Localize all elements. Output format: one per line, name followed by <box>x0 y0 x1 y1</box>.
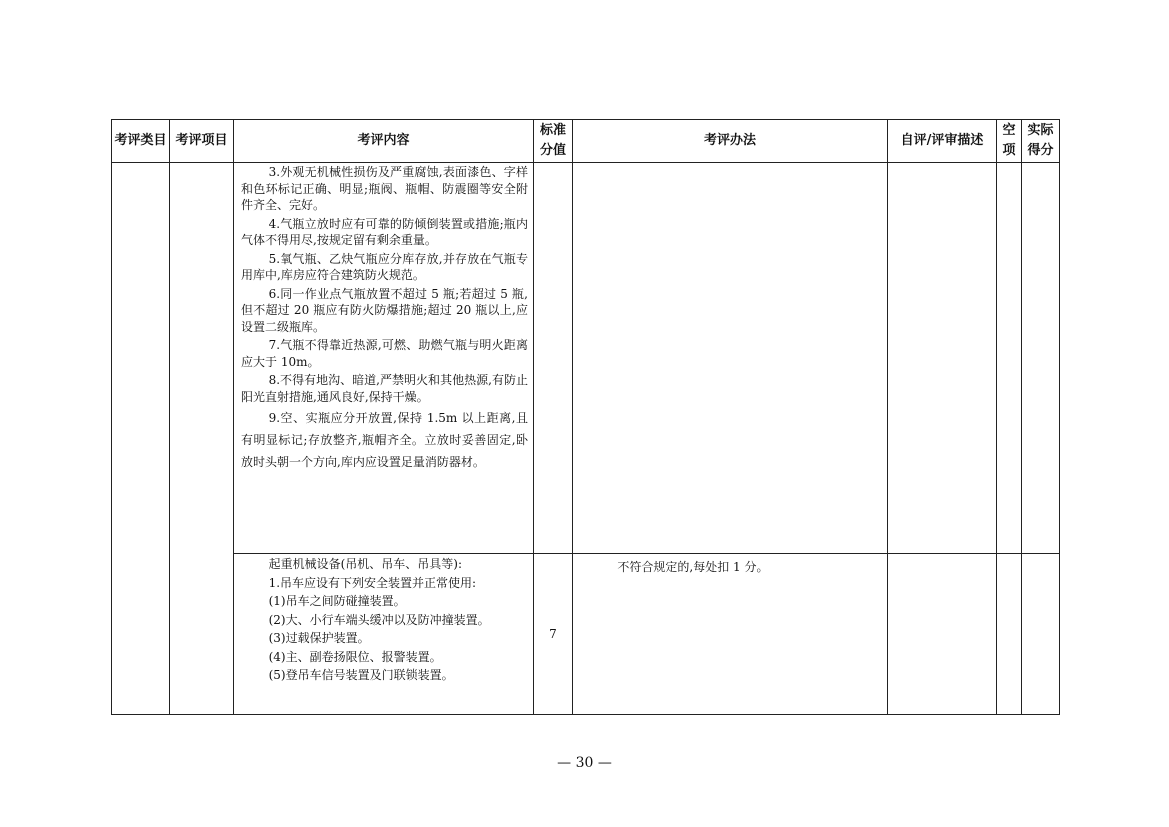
content-paragraph: 8.不得有地沟、暗道,严禁明火和其他热源,有防止阳光直射措施,通风良好,保持干燥。 <box>241 373 528 404</box>
page-number: — 30 — <box>557 755 612 771</box>
content-paragraph: 6.同一作业点气瓶放置不超过 5 瓶;若超过 5 瓶,但不超过 20 瓶应有防火防爆措施;超过 20 瓶以上,应设置二级瓶库。 <box>241 286 528 334</box>
content-paragraph: (5)登吊车信号装置及门联锁装置。 <box>268 668 454 682</box>
category-cell <box>112 163 170 715</box>
content-paragraph: 起重机械设备(吊机、吊车、吊具等): <box>268 557 463 571</box>
content-paragraph: (2)大、小行车端头缓冲以及防冲撞装置。 <box>268 612 490 627</box>
header-self-eval: 自评/评审描述 <box>888 120 997 163</box>
content-paragraph: 9.空、实瓶应分开放置,保持 1.5m 以上距离,且有明显标记;存放整齐,瓶帽齐全。立放时妥善固定,卧放时头朝一个方向,库内应设置足量消防器材。 <box>241 411 528 469</box>
actual-score-cell <box>1022 163 1060 554</box>
content-cell <box>234 163 534 554</box>
empty-cell <box>997 163 1022 554</box>
content-paragraph: 4.气瓶立放时应有可靠的防倾倒装置或措施;瓶内气体不得用尽,按规定留有剩余重量。 <box>241 216 528 247</box>
method-text: 不符合规定的,每处扣 1 分。 <box>617 560 769 574</box>
content-paragraph: (1)吊车之间防碰撞装置。 <box>268 594 406 608</box>
self-eval-cell <box>888 163 997 554</box>
method-cell <box>573 554 888 715</box>
content-cell <box>234 554 534 715</box>
header-actual-score: 实际得分 <box>1022 120 1060 163</box>
item-cell <box>170 163 234 715</box>
content-paragraph: (3)过载保护装置。 <box>268 631 370 645</box>
actual-score-cell <box>1022 554 1060 715</box>
empty-cell <box>997 554 1022 715</box>
header-content: 考评内容 <box>234 120 534 163</box>
content-paragraph: (4)主、副卷扬限位、报警装置。 <box>268 649 442 664</box>
header-category: 考评类目 <box>112 120 170 163</box>
table-row <box>112 163 1060 554</box>
content-paragraph: 5.氧气瓶、乙炔气瓶应分库存放,并存放在气瓶专用库中,库房应符合建筑防火规范。 <box>241 251 528 282</box>
header-item: 考评项目 <box>170 120 234 163</box>
score-cell <box>534 163 573 554</box>
evaluation-table <box>111 119 1060 715</box>
header-method: 考评办法 <box>573 120 888 163</box>
header-score: 标准分值 <box>534 120 573 163</box>
table-row <box>112 554 1060 715</box>
self-eval-cell <box>888 554 997 715</box>
score-cell: 7 <box>534 554 573 715</box>
method-cell <box>573 163 888 554</box>
content-paragraph: 7.气瓶不得靠近热源,可燃、助燃气瓶与明火距离应大于 10m。 <box>241 338 528 369</box>
content-paragraph: 3.外观无机械性损伤及严重腐蚀,表面漆色、字样和色环标记正确、明显;瓶阀、瓶帽、防震圈等安全附件齐全、完好。 <box>241 165 528 212</box>
header-empty: 空项 <box>997 120 1022 163</box>
table-header-row <box>112 120 1060 163</box>
content-paragraph: 1.吊车应设有下列安全装置并正常使用: <box>268 575 477 590</box>
